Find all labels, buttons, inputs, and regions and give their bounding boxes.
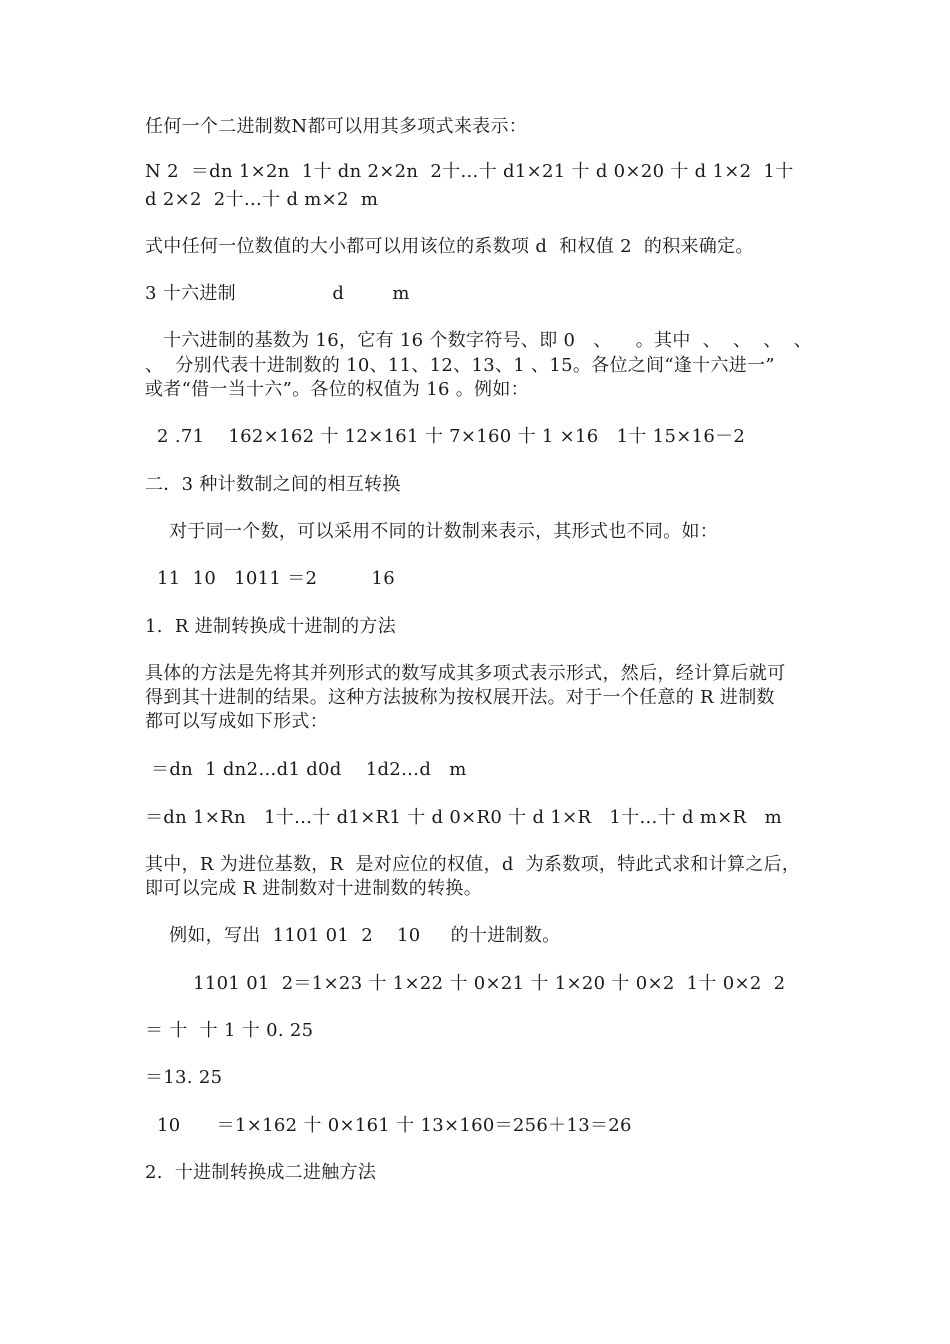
formula-line: ＝13. 25 [145, 1067, 223, 1088]
text-line: 任何一个二进制数N都可以用其多项式来表示： [145, 116, 528, 137]
text-line: d 2×2 2十…十 d m×2 m [145, 189, 379, 210]
text-line: 得到其十进制的结果。这种方法披称为按权展开法。对于一个任意的 R 进制数 [145, 687, 775, 708]
section-heading: 3 十六进制 d m [145, 283, 410, 304]
formula-line: 1101 01 2＝1×23 十 1×22 十 0×21 十 1×20 十 0×2 1十 0×2 2 [145, 973, 786, 994]
text-line: 都可以写成如下形式： [145, 711, 328, 732]
text-line: N 2 ＝dn 1×2n 1十 dn 2×2n 2十…十 d1×21 十 d 0×20 十 d 1×2 1十 [145, 161, 794, 182]
section-heading: 2. 十进制转换成二进触方法 [145, 1162, 377, 1183]
section-heading: 二．3 种计数制之间的相互转换 [145, 474, 401, 495]
text-line: 、 分别代表十进制数的 10、11、12、13、1 、15。各位之间“逢十六进一” [145, 355, 775, 376]
text-line: 即可以完成 R 进制数对十进制数的转换。 [145, 878, 482, 899]
text-line: 或者“借一当十六”。各位的权值为 16 。例如： [145, 379, 529, 400]
formula-line: ＝ 十 十 1 十 0. 25 [145, 1020, 314, 1041]
formula-line: ＝dn 1×Rn 1十…十 d1×R1 十 d 0×R0 十 d 1×R 1十…十 d m×R m [145, 807, 782, 828]
formula-line: 11 10 1011 ＝2 16 [145, 568, 395, 589]
text-line: 式中任何一位数值的大小都可以用该位的系数项 d 和权值 2 的积来确定。 [145, 236, 754, 257]
section-heading: 1. R 进制转换成十进制的方法 [145, 616, 396, 637]
formula-line: 2 .71 162×162 十 12×161 十 7×160 十 1 ×16 1十 15×16－2 [145, 426, 746, 447]
text-line: 例如，写出 1101 01 2 10 的十进制数。 [145, 925, 561, 946]
formula-line: ＝dn 1 dn2…d1 d0d 1d2…d m [145, 759, 467, 780]
text-line: 具体的方法是先将其并列形式的数写成其多项式表示形式，然后，经计算后就可 [145, 663, 786, 684]
formula-line: 10 ＝1×162 十 0×161 十 13×160＝256＋13＝26 [145, 1115, 632, 1136]
text-line: 其中，R 为进位基数，R 是对应位的权值，d 为系数项，特此式求和计算之后， [145, 854, 801, 875]
text-line: 十六进制的基数为 16，它有 16 个数字符号、即 0 、 。其中 、 、 、 、 [145, 330, 813, 351]
text-line: 对于同一个数，可以采用不同的计数制来表示，其形式也不同。如： [145, 521, 719, 542]
